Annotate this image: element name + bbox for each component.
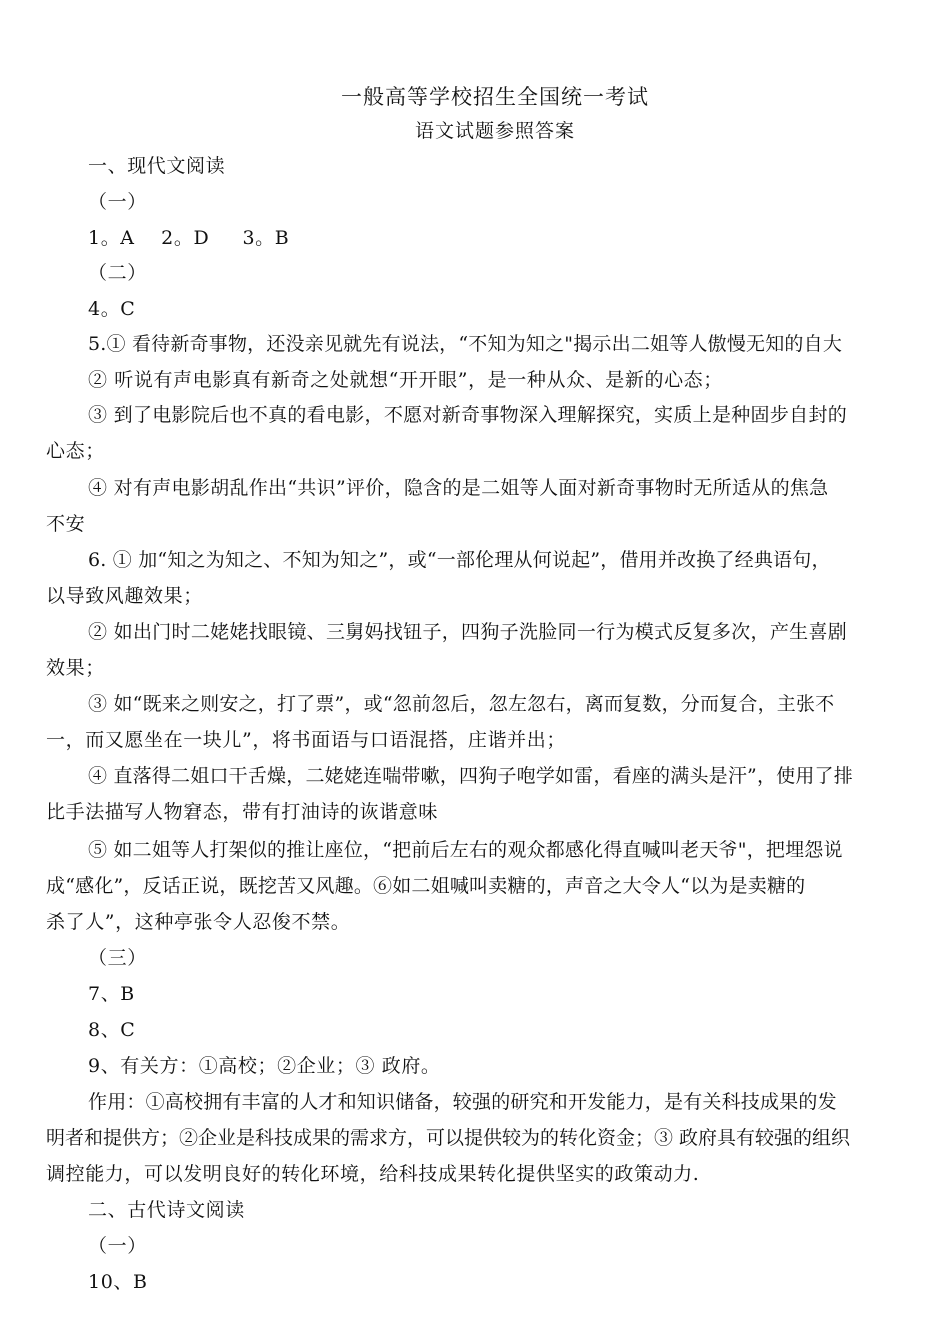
subsection-3-label: （三） <box>88 947 147 969</box>
answer-6-point-5: ⑤ 如二姐等人打架似的推让座位，“把前后左右的观众都感化得直喊叫老天爷"，把埋怨说 <box>88 839 843 861</box>
answer-6-point-2-cont: 效果； <box>46 657 105 679</box>
answer-9-roles-cont-2: 调控能力，可以发明良好的转化环境，给科技成果转化提供坚实的政策动力. <box>46 1163 700 1185</box>
answer-5-point-2: ② 听说有声电影真有新奇之处就想“开开眼”，是一种从众、是新的心态； <box>88 369 723 391</box>
answers-1-3: 1。A 2。D 3。B <box>88 227 290 249</box>
answer-9-roles-cont-1: 明者和提供方；②企业是科技成果的需求方，可以提供较为的转化资金；③ 政府具有较强的组织 <box>46 1127 851 1149</box>
answer-5-point-1: 5.① 看待新奇事物，还没亲见就先有说法，“不知为知之"揭示出二姐等人傲慢无知的自大 <box>88 333 843 355</box>
answer-5-point-3-cont: 心态； <box>46 440 105 462</box>
answer-6-point-5-cont: 成“感化”，反话正说，既挖苦又风趣。⑥如二姐喊叫卖糖的，声音之大令人“以为是卖糖的 <box>46 875 806 897</box>
answer-9-parties: 9、有关方：①高校；②企业；③ 政府。 <box>88 1055 441 1077</box>
answer-5-point-3: ③ 到了电影院后也不真的看电影，不愿对新奇事物深入理解探究，实质上是种固步自封的 <box>88 404 848 426</box>
answer-6-point-1: 6. ① 加“知之为知之、不知为知之”，或“一部伦理从何说起”，借用并改换了经典语句， <box>88 549 831 571</box>
section-heading-classical-reading: 二、古代诗文阅读 <box>88 1199 245 1221</box>
answer-6-point-3: ③ 如“既来之则安之，打了票”，或“忽前忽后，忽左忽右，离而复数，分而复合，主张不 <box>88 693 835 715</box>
answer-5-point-4: ④ 对有声电影胡乱作出“共识”评价，隐含的是二姐等人面对新奇事物时无所适从的焦急 <box>88 477 829 499</box>
document-title: 一般高等学校招生全国统一考试 <box>341 85 649 109</box>
subsection-1-label: （一） <box>88 191 147 213</box>
section-heading-modern-reading: 一、现代文阅读 <box>88 155 226 177</box>
document-subtitle: 语文试题参照答案 <box>414 120 575 142</box>
answer-6-point-6-cont: 杀了人”，这种亭张令人忍俊不禁。 <box>46 911 351 933</box>
answer-10: 10、B <box>88 1271 148 1293</box>
answer-5-point-4-cont: 不安 <box>46 513 86 535</box>
subsection-classical-1-label: （一） <box>88 1235 147 1257</box>
answer-4: 4。C <box>88 298 136 320</box>
answer-7: 7、B <box>88 983 135 1005</box>
answer-6-point-3-cont: 一，而又愿坐在一块儿”，将书面语与口语混搭，庄谐并出； <box>46 729 566 751</box>
answer-6-point-2: ② 如出门时二姥姥找眼镜、三舅妈找钮子，四狗子洗脸同一行为模式反复多次，产生喜剧 <box>88 621 848 643</box>
subsection-2-label: （二） <box>88 262 147 284</box>
answer-8: 8、C <box>88 1019 136 1041</box>
answer-6-point-4-cont: 比手法描写人物窘态，带有打油诗的诙谐意味 <box>46 801 439 823</box>
answer-6-point-4: ④ 直落得二姐口干舌燥，二姥姥连喘带嗽，四狗子咆学如雷，看座的满头是汗”，使用了排 <box>88 765 853 787</box>
answer-9-roles: 作用：①高校拥有丰富的人才和知识储备，较强的研究和开发能力，是有关科技成果的发 <box>88 1091 837 1113</box>
answer-6-point-1-cont: 以导致风趣效果； <box>46 585 203 607</box>
